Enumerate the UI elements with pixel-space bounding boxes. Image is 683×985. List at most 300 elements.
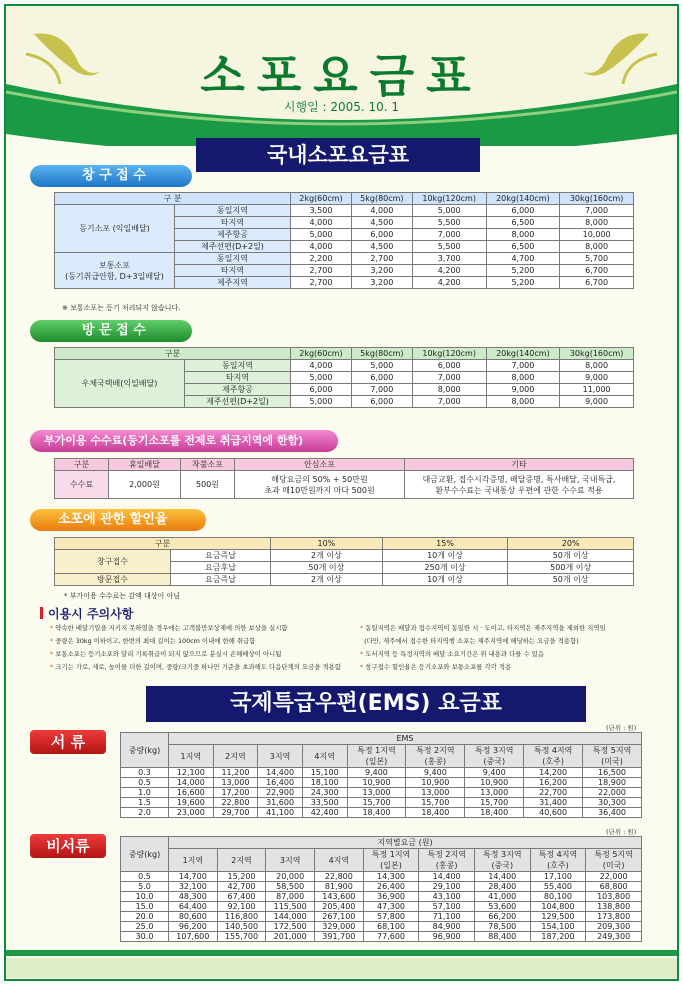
rate-cell: 7,000	[560, 205, 634, 217]
group-label-line: 보통소포	[99, 260, 130, 270]
rate-cell: 116,800	[217, 912, 266, 922]
rate-cell: 48,300	[169, 892, 218, 902]
weight-cell: 5.0	[121, 882, 169, 892]
caution-item: * 보통소포는 등기소포와 달리 기록취급이 되지 않으므로 분실시 손해배상이 아니됨	[50, 650, 282, 658]
rate-cell: 6,000	[351, 396, 412, 408]
weight-header: 중량(kg)	[121, 733, 169, 768]
rate-cell: 8,000	[560, 360, 634, 372]
discount-cell: 50개 이상	[271, 562, 383, 574]
caution-left-list	[50, 622, 350, 674]
rate-cell: 6,000	[351, 229, 412, 241]
rate-cell: 14,000	[169, 778, 214, 788]
rate-cell: 9,400	[347, 768, 406, 778]
rate-cell: 144,000	[266, 912, 315, 922]
rate-cell: 329,000	[315, 922, 364, 932]
rate-cell: 16,500	[583, 768, 642, 778]
discount-section-pill	[30, 509, 206, 531]
rate-cell: 7,000	[486, 360, 560, 372]
rate-cell: 129,500	[530, 912, 586, 922]
rate-cell: 13,000	[347, 788, 406, 798]
discount-cell: 50개 이상	[508, 550, 634, 562]
rate-cell: 4,500	[351, 217, 412, 229]
region-col-header: 1지역	[169, 849, 218, 872]
rate-cell: 33,500	[302, 798, 347, 808]
caution-item: (다만, 제주에서 접수한 타지역행 소포는 제주지역에 해당하는 요금을 적용함)	[364, 637, 579, 645]
rate-cell: 173,800	[586, 912, 642, 922]
region-col-header: 특정 5지역 (미국)	[583, 745, 642, 768]
footer-band	[6, 958, 677, 978]
rate-cell: 267,100	[315, 912, 364, 922]
rate-cell: 3,700	[412, 253, 486, 265]
discount-cell: 10개 이상	[382, 550, 508, 562]
rate-cell: 80,100	[530, 892, 586, 902]
rate-cell: 172,500	[266, 922, 315, 932]
rate-cell: 81,900	[315, 882, 364, 892]
rate-cell: 138,800	[586, 902, 642, 912]
ems-documents-table	[120, 732, 642, 818]
domestic-banner-title: 국내소포요금표	[266, 143, 409, 167]
rate-cell: 4,000	[291, 241, 352, 253]
rate-cell: 16,200	[524, 778, 583, 788]
region-label: 제주항공	[175, 229, 291, 241]
rate-cell: 14,400	[258, 768, 303, 778]
domestic-banner	[196, 138, 480, 172]
visit-section-pill	[30, 320, 192, 342]
rate-cell: 10,000	[560, 229, 634, 241]
rate-cell: 9,000	[560, 396, 634, 408]
rate-cell: 103,800	[586, 892, 642, 902]
rate-cell: 8,000	[486, 229, 560, 241]
rate-cell: 29,100	[419, 882, 475, 892]
rate-row	[121, 768, 642, 778]
col-header: 구분	[55, 459, 109, 471]
rate-cell: 80,600	[169, 912, 218, 922]
col-header: 2kg(60cm)	[291, 348, 352, 360]
cod-fee: 500원	[181, 471, 235, 499]
rate-cell: 20,000	[266, 872, 315, 882]
rate-cell: 15,200	[217, 872, 266, 882]
rate-cell: 16,600	[169, 788, 214, 798]
region-col-header: 특정 5지역 (미국)	[586, 849, 642, 872]
ems-banner-title: 국제특급우편(EMS) 요금표	[230, 691, 502, 716]
rate-cell: 53,600	[474, 902, 530, 912]
group-label: 우체국택배(익일배달)	[55, 360, 185, 408]
rate-cell: 154,100	[530, 922, 586, 932]
group-header: EMS	[169, 733, 642, 745]
rate-cell: 6,500	[486, 241, 560, 253]
rate-cell: 4,000	[291, 217, 352, 229]
col-header: 구 분	[55, 193, 291, 205]
rate-cell: 13,000	[465, 788, 524, 798]
rate-row	[121, 932, 642, 942]
col-header: 20kg(140cm)	[486, 348, 560, 360]
ems-nondocuments-table	[120, 836, 642, 942]
rate-cell: 18,400	[347, 808, 406, 818]
rate-cell: 115,500	[266, 902, 315, 912]
header	[6, 6, 677, 134]
region-col-header: 4지역	[302, 745, 347, 768]
rate-row	[121, 778, 642, 788]
col-header: 30kg(160cm)	[560, 193, 634, 205]
col-header: 10kg(120cm)	[412, 348, 486, 360]
col-header: 기타	[405, 459, 634, 471]
rate-cell: 14,400	[419, 872, 475, 882]
other-fee	[405, 471, 634, 499]
nondocuments-title: 비서류	[46, 837, 90, 855]
rate-cell: 88,400	[474, 932, 530, 942]
region-col-header: 4지역	[315, 849, 364, 872]
rate-row	[121, 882, 642, 892]
rate-cell: 14,200	[524, 768, 583, 778]
region-label: 제주항공	[185, 384, 291, 396]
rate-cell: 11,200	[213, 768, 258, 778]
counter-label: 창구접수	[55, 550, 171, 574]
rate-cell: 9,000	[486, 384, 560, 396]
caution-item: * 약속한 배달기일을 지키지 못하였을 경우에는 고객불만보상제에 의한 보상을 실시함	[50, 624, 288, 632]
documents-pill	[30, 730, 106, 754]
region-label: 타지역	[175, 217, 291, 229]
col-header: 구분	[55, 538, 271, 550]
rate-cell: 7,000	[351, 384, 412, 396]
rate-cell: 42,400	[302, 808, 347, 818]
col-header: 30kg(160cm)	[560, 348, 634, 360]
rate-cell: 5,700	[560, 253, 634, 265]
rate-cell: 6,000	[486, 205, 560, 217]
region-col-header: 1지역	[169, 745, 214, 768]
region-col-header: 3지역	[266, 849, 315, 872]
rate-cell: 55,400	[530, 882, 586, 892]
region-col-header: 특정 2지역 (홍콩)	[406, 745, 465, 768]
rate-cell: 57,800	[363, 912, 419, 922]
rate-cell: 4,000	[351, 205, 412, 217]
discount-cell: 10개 이상	[382, 574, 508, 586]
rate-cell: 187,200	[530, 932, 586, 942]
rate-cell: 22,800	[213, 798, 258, 808]
rate-cell: 10,900	[465, 778, 524, 788]
rate-cell: 18,400	[465, 808, 524, 818]
payment-type: 요금즉납	[171, 550, 271, 562]
rate-row	[121, 798, 642, 808]
rate-cell: 29,700	[213, 808, 258, 818]
rate-cell: 7,000	[412, 229, 486, 241]
rate-cell: 17,200	[213, 788, 258, 798]
discount-cell: 2개 이상	[271, 550, 383, 562]
region-label: 제주선편(D+2일)	[175, 241, 291, 253]
rate-cell: 3,500	[291, 205, 352, 217]
weight-header: 중량(kg)	[121, 837, 169, 872]
rate-cell: 16,400	[258, 778, 303, 788]
region-label: 제주선편(D+2일)	[185, 396, 291, 408]
rate-cell: 15,100	[302, 768, 347, 778]
rate-cell: 4,000	[291, 360, 352, 372]
rate-cell: 92,100	[217, 902, 266, 912]
effective-date: 시행일 : 2005. 10. 1	[283, 100, 400, 114]
group-label-line: (등기취급안함, D+3일배달)	[65, 271, 164, 281]
rate-cell: 22,000	[583, 788, 642, 798]
rate-cell: 87,000	[266, 892, 315, 902]
col-header: 5kg(80cm)	[351, 348, 412, 360]
rate-cell: 5,500	[412, 241, 486, 253]
visit-label: 방문접수	[55, 574, 171, 586]
region-label: 제주지역	[175, 277, 291, 289]
rate-cell: 4,700	[486, 253, 560, 265]
rate-cell: 5,200	[486, 277, 560, 289]
rate-cell: 15,700	[347, 798, 406, 808]
rate-cell: 8,000	[560, 241, 634, 253]
rate-cell: 42,700	[217, 882, 266, 892]
rate-cell: 18,100	[302, 778, 347, 788]
rate-row	[121, 922, 642, 932]
rate-cell: 8,000	[486, 396, 560, 408]
rate-cell: 66,200	[474, 912, 530, 922]
rate-cell: 4,200	[412, 265, 486, 277]
weight-cell: 25.0	[121, 922, 169, 932]
rate-cell: 31,400	[524, 798, 583, 808]
rate-cell: 15,700	[465, 798, 524, 808]
rate-cell: 30,300	[583, 798, 642, 808]
caution-marker	[40, 607, 43, 619]
discount-cell: 500개 이상	[508, 562, 634, 574]
rate-cell: 18,400	[406, 808, 465, 818]
weight-cell: 15.0	[121, 902, 169, 912]
weight-cell: 0.5	[121, 778, 169, 788]
rate-cell: 8,000	[486, 372, 560, 384]
rate-cell: 68,800	[586, 882, 642, 892]
weight-cell: 10.0	[121, 892, 169, 902]
rate-cell: 143,600	[315, 892, 364, 902]
rate-cell: 8,000	[560, 217, 634, 229]
rate-cell: 107,600	[169, 932, 218, 942]
rate-cell: 5,000	[291, 396, 352, 408]
rate-cell: 9,400	[465, 768, 524, 778]
rate-cell: 3,200	[351, 265, 412, 277]
discount-section-title: 소포에 관한 할인율	[58, 512, 168, 527]
region-label: 동일지역	[175, 205, 291, 217]
documents-title: 서 류	[50, 733, 86, 751]
rate-cell: 10,900	[406, 778, 465, 788]
rate-cell: 84,900	[419, 922, 475, 932]
rate-cell: 58,500	[266, 882, 315, 892]
weight-cell: 30.0	[121, 932, 169, 942]
rate-cell: 71,100	[419, 912, 475, 922]
region-label: 동일지역	[185, 360, 291, 372]
region-label: 타지역	[175, 265, 291, 277]
region-col-header: 2지역	[217, 849, 266, 872]
region-col-header: 특정 2지역 (홍콩)	[419, 849, 475, 872]
rate-row	[121, 892, 642, 902]
rate-cell: 31,600	[258, 798, 303, 808]
rate-cell: 9,000	[560, 372, 634, 384]
col-header: 착불소포	[181, 459, 235, 471]
region-col-header: 특정 3지역 (중국)	[474, 849, 530, 872]
rate-cell: 96,900	[419, 932, 475, 942]
rate-cell: 140,500	[217, 922, 266, 932]
rate-cell: 104,800	[530, 902, 586, 912]
rate-cell: 40,600	[524, 808, 583, 818]
rate-cell: 41,100	[258, 808, 303, 818]
discount-table	[54, 537, 634, 586]
rate-cell: 391,700	[315, 932, 364, 942]
rate-cell: 5,000	[291, 229, 352, 241]
rate-cell: 18,900	[583, 778, 642, 788]
col-header: 10%	[271, 538, 383, 550]
weight-cell: 2.0	[121, 808, 169, 818]
unit-label: (단위 : 원)	[606, 724, 637, 732]
footer-stripe	[6, 950, 677, 956]
col-header: 휴일배달	[109, 459, 181, 471]
discount-cell: 250개 이상	[382, 562, 508, 574]
rate-cell: 5,000	[291, 372, 352, 384]
rate-sheet	[4, 4, 679, 981]
rate-cell: 28,400	[474, 882, 530, 892]
rate-row	[121, 872, 642, 882]
weight-cell: 20.0	[121, 912, 169, 922]
rate-cell: 10,900	[347, 778, 406, 788]
rate-cell: 4,500	[351, 241, 412, 253]
payment-type: 요금후납	[171, 562, 271, 574]
rate-cell: 14,400	[474, 872, 530, 882]
discount-note: * 부가이용 수수료는 감액 대상이 아님	[64, 592, 181, 600]
rate-cell: 205,400	[315, 902, 364, 912]
region-col-header: 특정 3지역 (중국)	[465, 745, 524, 768]
rate-cell: 6,000	[351, 372, 412, 384]
rate-cell: 77,600	[363, 932, 419, 942]
rate-cell: 6,700	[560, 277, 634, 289]
rate-cell: 67,400	[217, 892, 266, 902]
rate-cell: 7,000	[412, 372, 486, 384]
caution-item: * 창구접수 할인율은 등기소포와 보통소포를 각각 적용	[360, 663, 512, 671]
rate-cell: 24,300	[302, 788, 347, 798]
rate-cell: 15,700	[406, 798, 465, 808]
rate-cell: 12,100	[169, 768, 214, 778]
counter-section-title: 창 구 접 수	[82, 168, 146, 183]
discount-cell: 2개 이상	[271, 574, 383, 586]
rate-cell: 9,400	[406, 768, 465, 778]
rate-cell: 5,000	[412, 205, 486, 217]
col-header: 구분	[55, 348, 291, 360]
region-col-header: 특정 1지역 (일본)	[347, 745, 406, 768]
weight-cell: 1.0	[121, 788, 169, 798]
safe-parcel-line: 초과 매10만원까지 마다 500원	[264, 485, 375, 495]
rate-cell: 26,400	[363, 882, 419, 892]
col-header: 5kg(80cm)	[351, 193, 412, 205]
region-col-header: 2지역	[213, 745, 258, 768]
rate-cell: 6,500	[486, 217, 560, 229]
col-header: 10kg(120cm)	[412, 193, 486, 205]
safe-parcel-fee	[235, 471, 405, 499]
rate-row	[121, 912, 642, 922]
region-col-header: 특정 4지역 (호주)	[530, 849, 586, 872]
extra-fee-table	[54, 458, 634, 499]
caution-item: * 크기는 가로, 세로, 높이를 더한 길이며, 중량/크기중 하나만 기준을 초과해도 다음단계의 요금을 적용함	[50, 663, 341, 671]
other-fee-line: 환부수수료는 국내통상 우편에 관한 수수료 적용	[435, 485, 603, 495]
counter-rate-table	[54, 192, 634, 289]
region-col-header: 3지역	[258, 745, 303, 768]
weight-cell: 1.5	[121, 798, 169, 808]
col-header: 15%	[382, 538, 508, 550]
rate-cell: 43,100	[419, 892, 475, 902]
extra-fee-section-title: 부가이용 수수료(등기소포를 전제로 취급지역에 한함)	[44, 434, 304, 447]
unit-label: (단위 : 원)	[606, 828, 637, 836]
caution-item: * 중량은 30kg 이하이고, 한변의 최대 길이는 100cm 이내에 한해 취급함	[50, 637, 256, 645]
col-header: 20%	[508, 538, 634, 550]
ems-banner	[146, 686, 586, 722]
rate-cell: 13,000	[406, 788, 465, 798]
counter-section-pill	[30, 165, 192, 187]
rate-cell: 41,000	[474, 892, 530, 902]
region-col-header: 특정 1지역 (일본)	[363, 849, 419, 872]
discount-cell: 50개 이상	[508, 574, 634, 586]
page-title: 소포요금표	[200, 49, 483, 103]
rate-cell: 13,000	[213, 778, 258, 788]
row-label: 수수료	[55, 471, 109, 499]
rate-cell: 22,800	[315, 872, 364, 882]
rate-cell: 8,000	[412, 384, 486, 396]
rate-cell: 78,500	[474, 922, 530, 932]
rate-row	[121, 788, 642, 798]
rate-cell: 2,700	[291, 277, 352, 289]
rate-cell: 64,400	[169, 902, 218, 912]
rate-cell: 96,200	[169, 922, 218, 932]
rate-cell: 5,500	[412, 217, 486, 229]
region-label: 동일지역	[175, 253, 291, 265]
rate-cell: 14,300	[363, 872, 419, 882]
rate-cell: 22,700	[524, 788, 583, 798]
group-label: 등기소포 (익일배달)	[55, 205, 175, 253]
rate-cell: 155,700	[217, 932, 266, 942]
visit-section-title: 방 문 접 수	[82, 323, 146, 338]
rate-cell: 6,000	[291, 384, 352, 396]
rate-cell: 6,700	[560, 265, 634, 277]
weight-cell: 0.5	[121, 872, 169, 882]
payment-type: 요금즉납	[171, 574, 271, 586]
col-header: 안심소포	[235, 459, 405, 471]
rate-cell: 47,300	[363, 902, 419, 912]
rate-cell: 19,600	[169, 798, 214, 808]
rate-cell: 11,000	[560, 384, 634, 396]
rate-cell: 4,200	[412, 277, 486, 289]
col-header: 2kg(60cm)	[291, 193, 352, 205]
rate-cell: 36,400	[583, 808, 642, 818]
other-fee-line: 대금교환, 접수시각증명, 배달증명, 특사배달, 국내특급,	[422, 474, 616, 484]
counter-note: ※ 보통소포는 등기 처리되지 않습니다.	[62, 304, 181, 312]
rate-cell: 2,700	[291, 265, 352, 277]
group-label	[55, 253, 175, 289]
rate-cell: 68,100	[363, 922, 419, 932]
rate-row	[121, 808, 642, 818]
rate-cell: 22,900	[258, 788, 303, 798]
rate-cell: 201,000	[266, 932, 315, 942]
caution-right-list	[360, 622, 660, 674]
safe-parcel-line: 해당요금의 50% + 50만원	[271, 474, 368, 484]
rate-cell: 5,200	[486, 265, 560, 277]
nondocuments-pill	[30, 834, 106, 858]
rate-cell: 32,100	[169, 882, 218, 892]
caution-title: 이용시 주의사항	[48, 607, 134, 621]
rate-cell: 14,700	[169, 872, 218, 882]
group-header: 지역별요금 (원)	[169, 837, 642, 849]
rate-cell: 5,000	[351, 360, 412, 372]
rate-cell: 209,300	[586, 922, 642, 932]
extra-fee-section-pill	[30, 430, 338, 452]
rate-cell: 3,200	[351, 277, 412, 289]
rate-cell: 36,900	[363, 892, 419, 902]
rate-cell: 2,700	[351, 253, 412, 265]
rate-row	[121, 902, 642, 912]
visit-rate-table	[54, 347, 634, 408]
rate-cell: 7,000	[412, 396, 486, 408]
col-header: 20kg(140cm)	[486, 193, 560, 205]
